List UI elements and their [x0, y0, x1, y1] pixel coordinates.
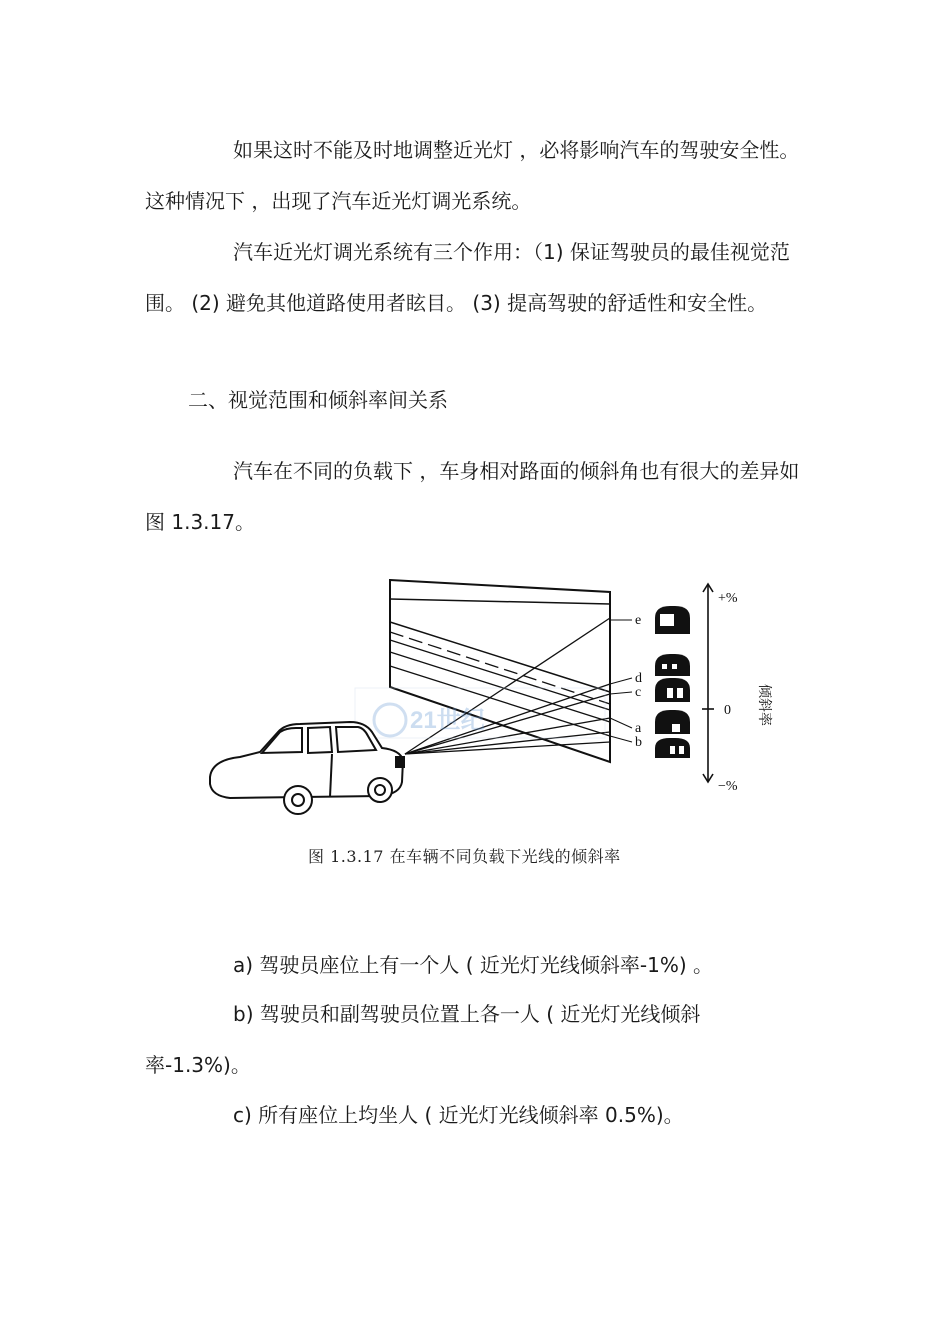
label-e: e: [635, 613, 642, 628]
watermark-logo: [355, 688, 605, 738]
paragraph-intro: 如果这时不能及时地调整近光灯 ，必将影响汽车的驾驶安全性。这种情况下 ，出现了汽车近光灯调光系统。: [145, 138, 800, 213]
axis-zero-label: 0: [724, 703, 731, 718]
section-heading: 二、视觉范围和倾斜率间关系: [188, 388, 448, 412]
tilt-axis: [702, 584, 714, 782]
watermark-text: 21世纪: [410, 707, 485, 734]
label-b: b: [635, 735, 642, 750]
beam-pattern-icons: [655, 606, 690, 758]
axis-minus-label: −%: [718, 779, 738, 794]
label-c: c: [635, 685, 642, 700]
figure-light-tilt: [200, 572, 780, 877]
axis-title: 倾斜率: [756, 684, 771, 726]
label-a: a: [635, 721, 642, 736]
projection-wall: [390, 580, 610, 762]
figure-caption: 图 1.3.17 在车辆不同负载下光线的倾斜率: [308, 847, 621, 866]
list-item-a: a) 驾驶员座位上有一个人 ( 近光灯光线倾斜率-1%) 。: [233, 953, 714, 977]
list-item-c: c) 所有座位上均坐人 ( 近光灯光线倾斜率 0.5%)。: [233, 1103, 684, 1127]
paragraph-load: 汽车在不同的负载下 ，车身相对路面的倾斜角也有很大的差异如图 1.3.17。: [145, 459, 800, 534]
car-illustration: [210, 722, 404, 814]
axis-plus-label: +%: [718, 591, 738, 606]
label-d: d: [635, 671, 642, 686]
figure-illustration: [200, 572, 780, 842]
list-item-b: b) 驾驶员和副驾驶员位置上各一人 ( 近光灯光线倾斜率-1.3%)。: [145, 1002, 701, 1077]
paragraph-functions: 汽车近光灯调光系统有三个作用：（1) 保证驾驶员的最佳视觉范围。 (2) 避免其他道路使用者眩目。 (3) 提高驾驶的舒适性和安全性。: [145, 240, 790, 315]
